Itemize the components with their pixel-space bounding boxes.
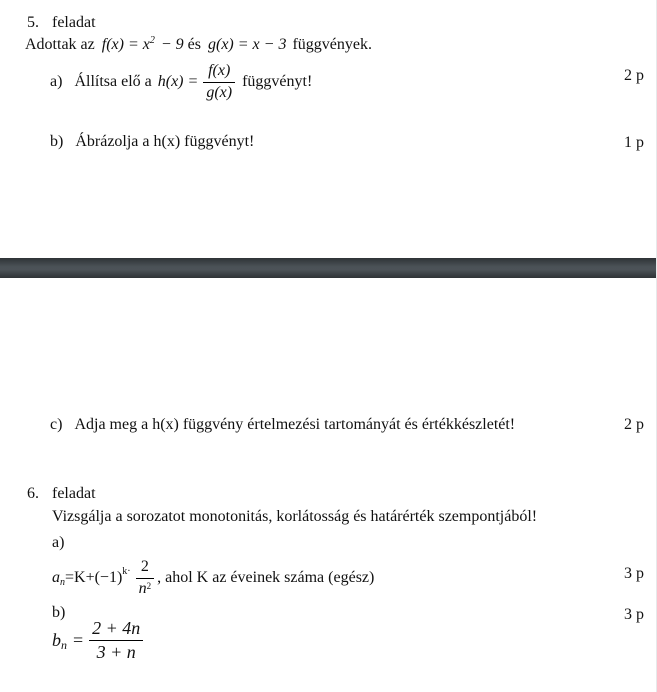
task6-item-a-points: 3 p — [624, 565, 644, 582]
an-superscript: k· — [122, 566, 131, 578]
item-a-math-lhs: h(x) = — [157, 72, 199, 90]
task5-item-c — [50, 415, 515, 435]
bn-subscript: n — [61, 637, 67, 652]
task6-item-b-points: 3 p — [624, 606, 644, 623]
intro-text1: Adottak az — [25, 35, 95, 53]
task6-item-a-formula — [52, 558, 374, 598]
item-b-text: Ábrázolja a h(x) függvényt! — [75, 132, 255, 150]
item-a-label: a) — [50, 72, 63, 90]
task6-item-b-label: b) — [52, 604, 66, 621]
intro-conjunction: és — [187, 35, 201, 53]
bn-fraction — [89, 619, 143, 662]
task5-intro — [25, 34, 372, 56]
an-fraction-numerator: 2 — [140, 557, 149, 575]
intro-math-g: g(x) = x − 3 — [207, 35, 287, 53]
an-den-exponent: 2 — [146, 580, 152, 591]
item-b-label: b) — [50, 132, 64, 150]
task5-heading — [27, 14, 96, 32]
task6-instruction: Vizsgálja a sorozatot monotonitás, korlátosság és határérték szempontjából! — [52, 508, 538, 525]
intro-math-f-exponent: 2 — [149, 34, 155, 46]
an-fraction — [136, 559, 155, 598]
item-a-text1: Állítsa elő a — [74, 72, 152, 90]
task6-title: feladat — [52, 485, 96, 502]
task6-item-b-formula — [52, 617, 143, 663]
fraction-denominator: g(x) — [203, 82, 235, 102]
task6-number: 6. — [27, 485, 39, 502]
task5-title: feladat — [52, 14, 96, 31]
item-b-points: 1 p — [624, 134, 644, 151]
bn-base: bn — [52, 629, 67, 652]
item-c-points: 2 p — [624, 416, 644, 433]
an-mid: =K+(−1) — [65, 568, 123, 586]
task6-item-a-label: a) — [52, 534, 65, 551]
bn-fraction-denominator: 3 + n — [89, 640, 143, 662]
bn-equals: = — [73, 629, 84, 650]
an-fraction-denominator: $n^2$ — [136, 578, 155, 598]
item-a-text2: függvényt! — [242, 72, 313, 90]
task6-heading — [27, 485, 96, 503]
item-c-text: Adja meg a h(x) függvény értelmezési tartományát és értékkészletét! — [74, 415, 516, 433]
an-base: an — [52, 568, 65, 588]
item-a-points: 2 p — [624, 67, 644, 84]
item-c-label: c) — [50, 415, 63, 433]
bn-fraction-numerator: 2 + 4n — [92, 617, 141, 638]
an-subscript: n — [60, 576, 65, 588]
an-tail: , ahol K az éveinek száma (egész) — [157, 568, 375, 586]
page-separator-bar — [0, 258, 657, 278]
task5-item-b — [50, 132, 254, 152]
intro-math-f-tail: − 9 — [160, 35, 184, 53]
task5-item-a — [50, 56, 312, 108]
item-a-fraction — [203, 63, 235, 102]
intro-text2: függvények. — [292, 35, 372, 53]
intro-math-f: $f(x) = x^2 - 9$ — [101, 34, 184, 53]
task5-number: 5. — [27, 14, 39, 31]
fraction-numerator: f(x) — [208, 61, 231, 79]
